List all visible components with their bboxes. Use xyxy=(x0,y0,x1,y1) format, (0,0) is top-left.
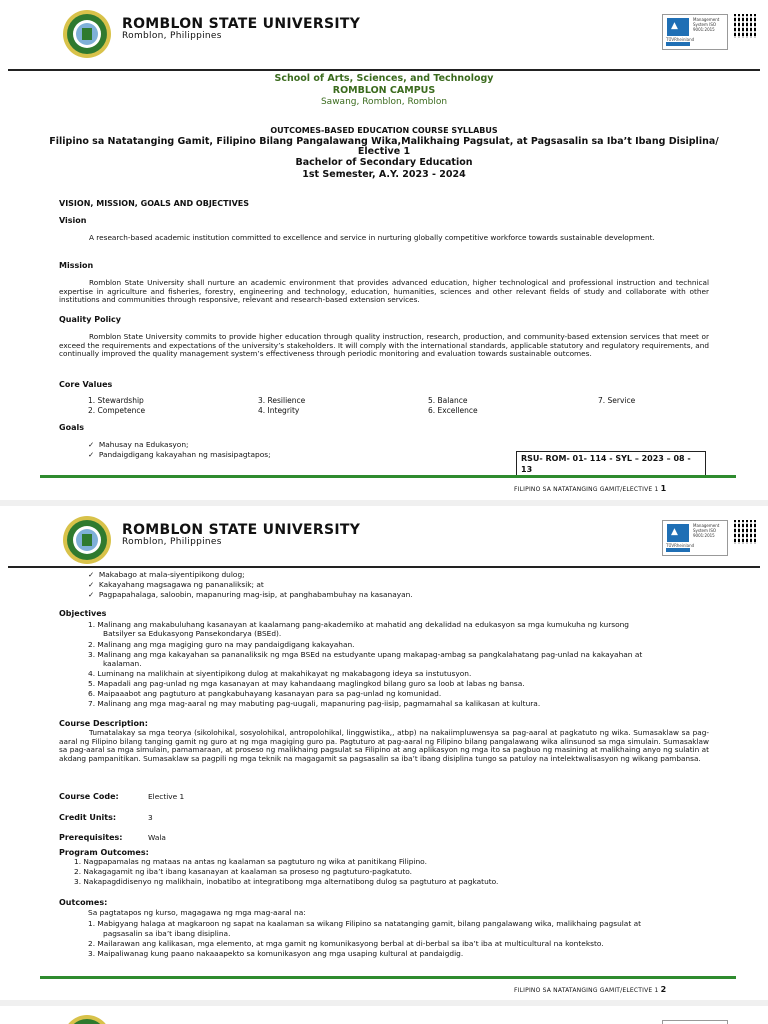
cert-brand: TÜVRheinland xyxy=(666,543,695,548)
outcomes-heading: Outcomes: xyxy=(59,898,108,907)
prerequisites-label: Prerequisites: xyxy=(59,833,123,842)
semester: 1st Semester, A.Y. 2023 - 2024 xyxy=(302,169,466,180)
program-name: Bachelor of Secondary Education xyxy=(295,157,473,168)
cert-text: Management System ISO 9001:2015 xyxy=(693,17,720,32)
goal-item: ✓ Makabago at mala-siyentipikong dulog; xyxy=(88,570,245,579)
core-value: 7. Service xyxy=(598,396,636,405)
goals-heading: Goals xyxy=(59,423,84,432)
objective-item: 6. Maipaaabot ang pagtuturo at pangkabuhayang kasanayan para sa pag-unlad ng komunidad. xyxy=(88,689,442,698)
check-icon: ✓ xyxy=(88,580,99,589)
core-value: 2. Competence xyxy=(88,406,146,415)
check-icon: ✓ xyxy=(88,450,99,459)
outcome-item: 3. Maipaliwanag kung paano nakaaapekto sa komunikasyon ang mga usaping kultural at pandaigdig. xyxy=(88,949,464,958)
objective-item: 3. Malinang ang mga kakayahan sa pananaliksik ng mga BSEd na estudyante upang makapag-ambag sa pangkalahatang pag-unlad na kakayahan at xyxy=(88,650,643,659)
program-outcome-item: 2. Nakagagamit ng iba’t ibang kasanayan at kaalaman sa proseso ng pagtuturo-pagkatuto. xyxy=(74,867,412,876)
vision-text: A research-based academic institution committed to excellence and service in nurturing globally competitive workforce towards sustainable development. xyxy=(89,233,655,242)
quality-policy-heading: Quality Policy xyxy=(59,315,122,324)
university-name: ROMBLON STATE UNIVERSITY xyxy=(122,16,361,32)
objective-item-cont: kaalaman. xyxy=(103,659,142,668)
goal-item: ✓ Pagpapahalaga, saloobin, mapanuring mag-isip, at panghabambuhay na kasanayan. xyxy=(88,590,413,599)
core-value: 3. Resilience xyxy=(258,396,306,405)
program-outcome-item: 3. Nakapagdidisenyo ng malikhain, inobatibo at integratibong mga alternatibong dulog sa pagtuturo at pagkatuto. xyxy=(74,877,499,886)
goal-item: ✓ Pandaigdigang kakayahan ng masisipagtapos; xyxy=(88,450,271,459)
header-divider xyxy=(8,566,760,568)
syllabus-page-1 xyxy=(0,0,768,500)
syllabus-page-3 xyxy=(0,1006,768,1024)
core-values-heading: Core Values xyxy=(59,380,113,389)
check-icon: ✓ xyxy=(88,570,99,579)
course-code-label: Course Code: xyxy=(59,792,119,801)
page-header xyxy=(0,0,768,70)
university-seal-logo xyxy=(62,9,112,59)
outcome-item: 2. Mailarawan ang kalikasan, mga elemento, at mga gamit ng komunikasyong berbal at di-berbal sa iba’t iba at multicultural na konteksto. xyxy=(88,939,604,948)
footer-divider xyxy=(40,976,736,979)
course-code-value: Elective 1 xyxy=(148,792,185,801)
campus-address: Sawang, Romblon, Romblon xyxy=(320,97,448,107)
footer-divider xyxy=(40,475,736,478)
objectives-heading: Objectives xyxy=(59,609,107,618)
page-number: 2 xyxy=(660,985,667,994)
vision-heading: Vision xyxy=(59,216,87,225)
syllabus-title: OUTCOMES-BASED EDUCATION COURSE SYLLABUS xyxy=(270,126,498,135)
page-footer: FILIPINO SA NATATANGING GAMIT/ELECTIVE 1 1 xyxy=(514,484,667,493)
cert-text: Management System ISO 9001:2015 xyxy=(693,523,720,538)
credit-units-label: Credit Units: xyxy=(59,813,117,822)
iso-certification-badge: ▲ TÜVRheinland Management System ISO 9001:2015 xyxy=(662,520,728,556)
quality-policy-text: Romblon State University commits to provide higher education through quality instruction, research, production, and community-based extension services that meet or exceed the requirements and expectations of the university’s stakeholders. It will comply with the international standards, applicable statutory and regulatory requirements, and continually improved the quality management system’s effectiveness through periodic monitoring and evaluation towards sustainable outcomes. xyxy=(59,332,709,359)
mission-text: Romblon State University shall nurture an academic environment that provides advanced education, higher technological and professional instruction and technical expertise in agriculture and fisheries, forestry, engineering and technology, education, humanities, sciences and other relevant fields of study and collaborate with other institutions and communities through responsive, relevant and research-based extension services. xyxy=(59,278,709,305)
course-title-cont: Elective 1 xyxy=(357,146,411,157)
university-name: ROMBLON STATE UNIVERSITY xyxy=(122,522,361,538)
university-seal-logo xyxy=(62,1014,112,1024)
course-description-heading: Course Description: xyxy=(59,719,148,728)
credit-units-value: 3 xyxy=(148,813,153,822)
objective-item: 7. Malinang ang mga mag-aaral ng may mabuting pag-uugali, mapanuring pag-iisip, pagmamahal sa kalikasan at kultura. xyxy=(88,699,541,708)
prerequisites-value: Wala xyxy=(148,833,166,842)
syllabus-page-2 xyxy=(0,506,768,1000)
goal-item: ✓ Kakayahang magsagawa ng pananaliksik; at xyxy=(88,580,264,589)
objective-item: 5. Mapadali ang pag-unlad ng mga kasanayan at may kahandaang maglingkod bilang guro sa loob at labas ng bansa. xyxy=(88,679,525,688)
core-value: 1. Stewardship xyxy=(88,396,144,405)
qr-code-icon xyxy=(734,14,758,38)
core-value: 4. Integrity xyxy=(258,406,300,415)
iso-certification-badge xyxy=(662,1020,728,1024)
objective-item: 1. Malinang ang makabuluhang kasanayan at kaalamang pang-akademiko at mahatid ang dekalidad na edukasyon sa mga kumukuha ng kursong xyxy=(88,620,629,629)
outcome-item: 1. Mabigyang halaga at magkaroon ng sapat na kaalaman sa wikang Filipino sa natatanging gamit, bilang pangalawang wika, malikhaing pagsulat at xyxy=(88,919,642,928)
course-description-text: Tumatalakay sa mga teorya (sikolohikal, sosyolohikal, antropolohikal, linggwistika,, atbp) na nakaiimpluwensya sa pag-aaral at pagkatuto ng wika. Sumasaklaw sa pag-aaral ng Filipino bilang tanging gamit ng guro at ng mga magiging guro pa. Pagtuturo at pag-aaral ng Filipino bilang pangalawang wika alinsunod sa mga simulain. Sumasaklaw sa pag-aaral sa mga simulain, pamamaraan, at proseso ng malikhaing pagsulat sa Filipino at ang aplikasyon ng mga ito sa pagbuo ng masining at malikhaing anyo ng sulatin at akdang pampanitikan. Sumasaklaw sa pagpili ng mga teknik na magagamit sa pagsasalin sa iba’t ibang disiplina tungo sa patuloy na intelektwalisasyon ng wikang pambansa. xyxy=(59,728,709,763)
vmgo-heading: VISION, MISSION, GOALS AND OBJECTIVES xyxy=(59,199,249,208)
check-icon: ✓ xyxy=(88,440,99,449)
university-seal-logo xyxy=(62,515,112,565)
program-outcomes-heading: Program Outcomes: xyxy=(59,848,149,857)
core-value: 5. Balance xyxy=(428,396,468,405)
page-footer: FILIPINO SA NATATANGING GAMIT/ELECTIVE 1 2 xyxy=(514,985,667,994)
objective-item-cont: Batsilyer sa Edukasyong Pansekondarya (BSEd). xyxy=(103,629,282,638)
mission-heading: Mission xyxy=(59,261,94,270)
objective-item: 4. Luminang na malikhain at siyentipikong dulog at makahikayat ng makabagong ideya sa instutusyon. xyxy=(88,669,472,678)
university-location: Romblon, Philippines xyxy=(122,31,222,41)
course-title: Filipino sa Natatanging Gamit, Filipino Bilang Pangalawang Wika,Malikhaing Pagsulat, at Pagsasalin sa Iba’t Ibang Disiplina/ xyxy=(49,136,719,147)
cert-brand: TÜVRheinland xyxy=(666,37,695,42)
qr-code-icon xyxy=(734,520,758,544)
program-outcome-item: 1. Nagpapamalas ng mataas na antas ng kaalaman sa pagtuturo ng wika at panitikang Filipino. xyxy=(74,857,427,866)
university-location: Romblon, Philippines xyxy=(122,537,222,547)
outcomes-intro: Sa pagtatapos ng kurso, magagawa ng mga mag-aaral na: xyxy=(88,908,306,917)
iso-certification-badge: ▲ TÜVRheinland Management System ISO 9001:2015 xyxy=(662,14,728,50)
core-value: 6. Excellence xyxy=(428,406,478,415)
page-number: 1 xyxy=(660,484,667,493)
campus-name: ROMBLON CAMPUS xyxy=(332,85,436,96)
check-icon: ✓ xyxy=(88,590,99,599)
goal-item: ✓ Mahusay na Edukasyon; xyxy=(88,440,189,449)
header-divider xyxy=(8,69,760,71)
outcome-item-cont: pagsasalin sa iba’t ibang disiplina. xyxy=(103,929,231,938)
objective-item: 2. Malinang ang mga magiging guro na may pandaigdigang kakayahan. xyxy=(88,640,355,649)
document-code-box: RSU- ROM- 01- 114 - SYL – 2023 – 08 - 13 xyxy=(516,451,706,476)
school-name: School of Arts, Sciences, and Technology xyxy=(274,73,494,84)
